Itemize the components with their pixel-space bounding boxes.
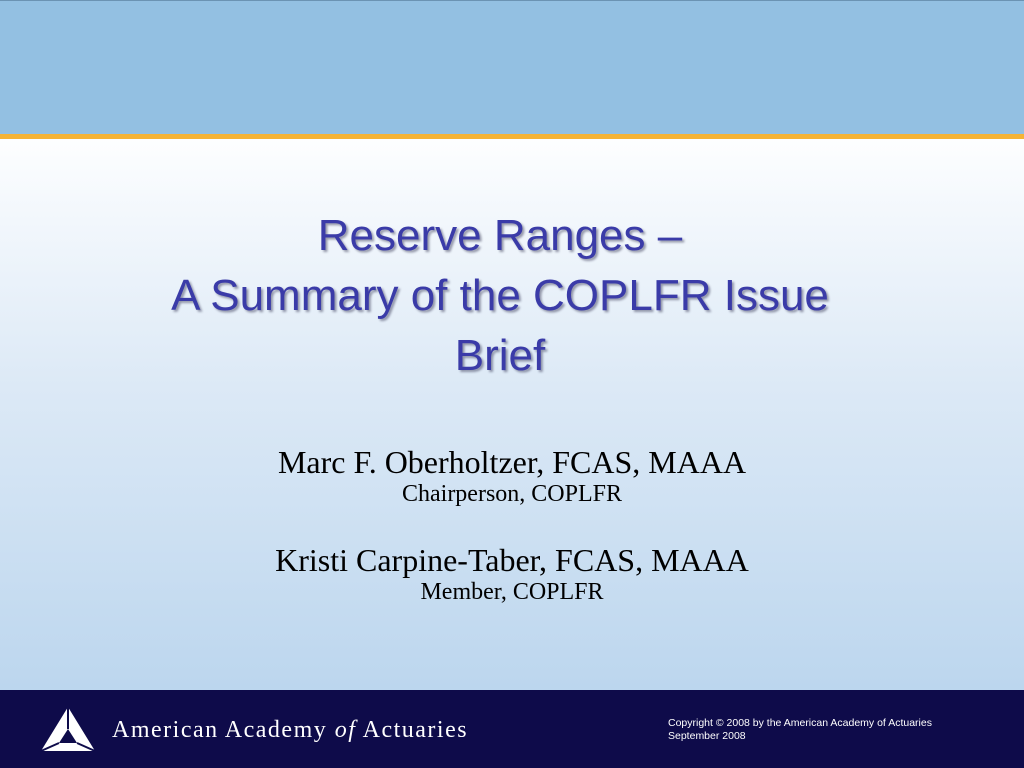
- copyright-notice: [668, 717, 932, 743]
- org-name-part1: American Academy: [112, 717, 328, 743]
- title-line-3: Brief: [454, 331, 546, 380]
- footer-bar: [0, 690, 1024, 768]
- author-role: Chairperson, COPLFR: [401, 481, 622, 507]
- author-role: Member, COPLFR: [420, 579, 604, 605]
- org-name-of: of: [334, 717, 357, 743]
- author-name: Kristi Carpine-Taber, FCAS, MAAA: [275, 542, 749, 578]
- title-line-2: A Summary of the COPLFR Issue: [171, 271, 829, 320]
- author-block-2: [112, 542, 912, 606]
- copyright-text: Copyright © 2008 by the American Academy of Actuaries: [668, 717, 932, 729]
- header-band: [0, 0, 1024, 134]
- author-name: Marc F. Oberholtzer, FCAS, MAAA: [277, 444, 747, 480]
- title-line-1: Reserve Ranges –: [317, 211, 683, 260]
- slide-title: [60, 206, 940, 386]
- organization-name: [112, 716, 468, 744]
- org-name-part2: Actuaries: [362, 717, 469, 743]
- author-block-1: [112, 444, 912, 508]
- academy-triangle-logo-icon: [40, 706, 96, 752]
- copyright-date: September 2008: [668, 730, 746, 742]
